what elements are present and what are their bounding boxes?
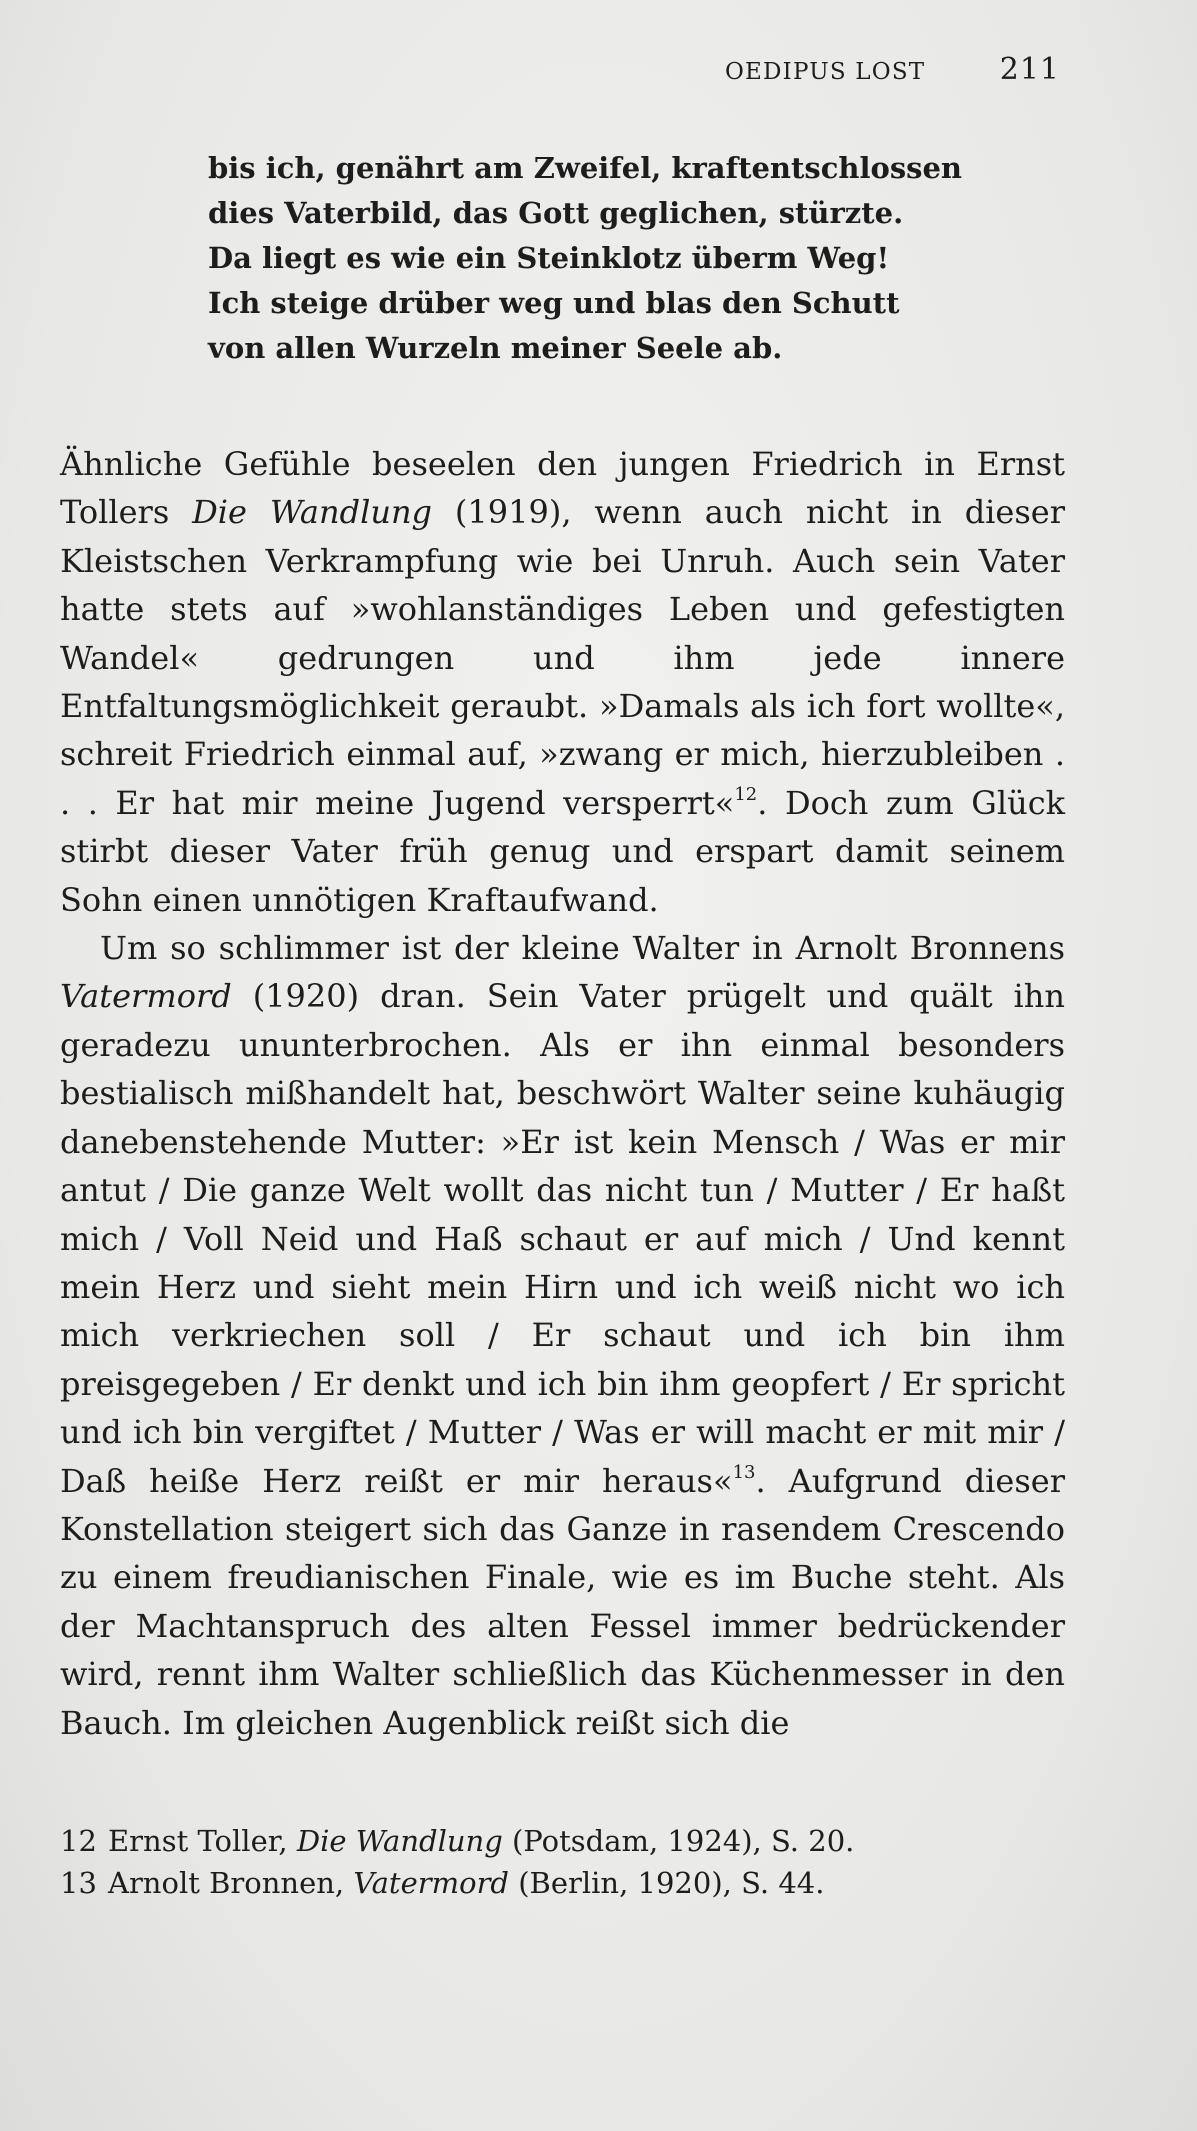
footnote-ref: 12	[734, 783, 758, 805]
verse-line: bis ich, genährt am Zweifel, kraftentschlossen	[208, 151, 963, 185]
text-run: Um so schlimmer ist der kleine Walter in Arnolt Bronnens	[100, 929, 1065, 968]
text-run: Ähnliche Gefühle beseelen den jungen Friedrich in Ernst Tollers	[60, 445, 1065, 532]
footnote-text	[108, 1862, 824, 1904]
paragraph-bronnen	[60, 924, 1065, 1747]
text-run: . Doch zum Glück stirbt dieser Vater früh genug und erspart damit seinem Sohn einen unnötigen Kraftaufwand.	[60, 783, 1065, 919]
footnote-ref: 13	[732, 1461, 756, 1483]
text-run: (Berlin, 1920), S. 44.	[509, 1866, 825, 1900]
text-run: Ernst Toller,	[108, 1824, 297, 1858]
text-run: . Aufgrund dieser Konstellation steigert sich das Ganze in rasendem Crescendo zu einem freudianischen Finale, wie es im Buche steht. Als der Machtanspruch des alten Fessel immer bedrückender wird, rennt ihm Walter schließlich das Küchenmesser in den Bauch. Im gleichen Augenblick reißt sich die	[60, 1461, 1066, 1742]
running-title: OEDIPUS LOST	[725, 59, 926, 85]
paragraph-toller	[60, 440, 1065, 924]
verse-line: dies Vaterbild, das Gott geglichen, stürzte.	[208, 196, 904, 230]
work-title: Vatermord	[353, 1866, 509, 1900]
footnotes	[60, 1820, 1065, 1904]
text-run: (1920) dran. Sein Vater prügelt und quält ihn geradezu ununterbrochen. Als er ihn einmal besonders bestialisch mißhandelt hat, beschwört Walter seine kuhäugig danebenstehende Mutter: »Er ist kein Mensch / Was er mir antut / Die ganze Welt wollt das nicht tun / Mutter / Er haßt mich / Voll Neid und Haß schaut er auf mich / Und kennt mein Herz und sieht mein Hirn und ich weiß nicht wo ich mich verkriechen soll / Er schaut und ich bin ihm preisgegeben / Er denkt und ich bin ihm geopfert / Er spricht und ich bin vergiftet / Mutter / Was er will macht er mit mir / Daß heiße Herz reißt er mir heraus«	[60, 977, 1065, 1500]
verse-line: Da liegt es wie ein Steinklotz überm Weg!	[208, 241, 890, 275]
work-title: Die Wandlung	[296, 1824, 503, 1858]
footnote-number: 12	[60, 1824, 97, 1858]
page-header	[725, 52, 1060, 87]
text-run: Arnolt Bronnen,	[108, 1866, 354, 1900]
footnote-text	[108, 1820, 854, 1862]
verse-line: Ich steige drüber weg und blas den Schutt	[208, 286, 900, 320]
page-number: 211	[999, 52, 1060, 87]
footnote	[60, 1862, 1065, 1904]
footnote	[60, 1820, 1065, 1862]
verse-quotation	[208, 146, 1068, 371]
body-text	[60, 440, 1065, 1747]
footnote-number: 13	[60, 1866, 97, 1900]
text-run: (1919), wenn auch nicht in dieser Kleistschen Verkrampfung wie bei Unruh. Auch sein Vater hatte stets auf »wohlanständiges Leben und gefestigten Wandel« gedrungen und ihm jede innere Entfaltungsmöglichkeit geraubt. »Damals als ich fort wollte«, schreit Friedrich einmal auf, »zwang er mich, hierzubleiben . . . Er hat mir meine Jugend versperrt«	[60, 493, 1066, 822]
work-title: Die Wandlung	[192, 493, 433, 532]
verse-line: von allen Wurzeln meiner Seele ab.	[208, 331, 783, 365]
text-run: (Potsdam, 1924), S. 20.	[502, 1824, 855, 1858]
work-title: Vatermord	[60, 977, 232, 1016]
